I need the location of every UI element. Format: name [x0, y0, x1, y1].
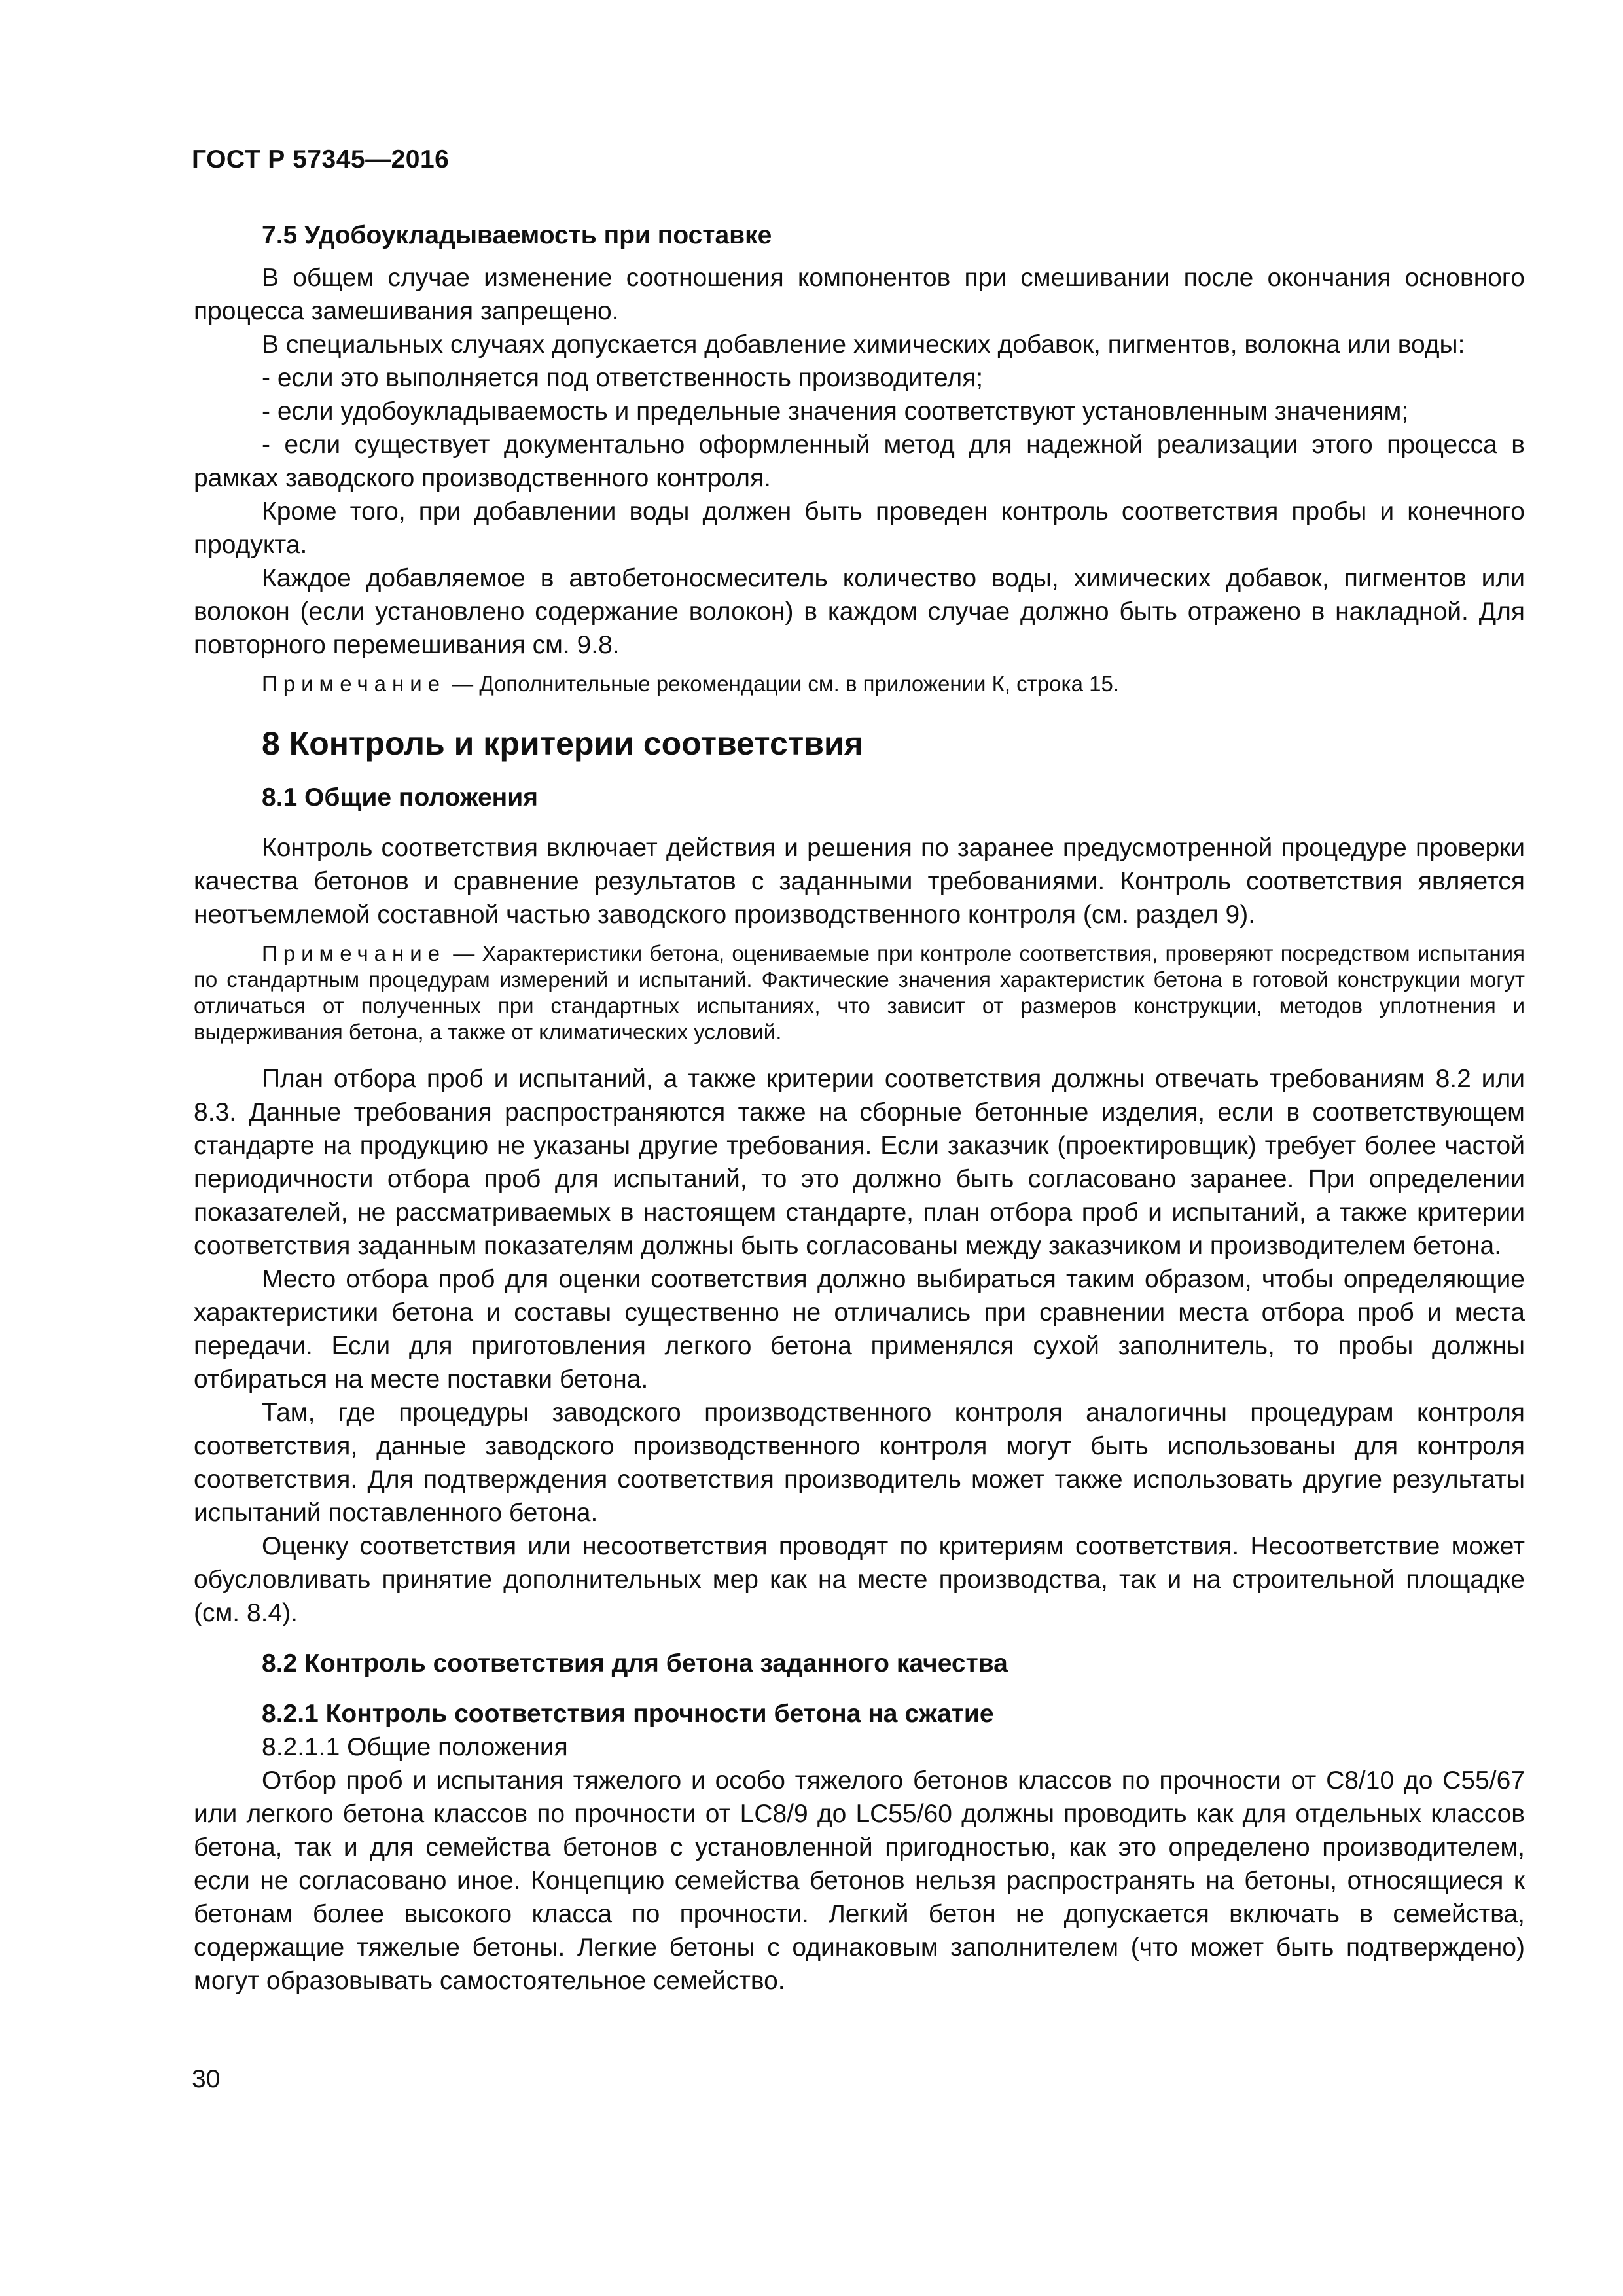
section-8-title: 8 Контроль и критерии соответствия [262, 725, 863, 762]
list-item: - если существует документально оформленный метод для надежной реализации этого процесса в рамках заводского производственного контроля. [194, 431, 1525, 492]
section-8-2-title: 8.2 Контроль соответствия для бетона заданного качества [262, 1649, 1008, 1677]
paragraph: В специальных случаях допускается добавление химических добавок, пигментов, волокна или воды: [262, 331, 1465, 359]
paragraph: Место отбора проб для оценки соответствия должно выбираться таким образом, чтобы определяющие характеристики бетона и составы существенно не отличались при сравнении места отбора проб и места передачи. Если для приготовления легкого бетона применялся сухой заполнитель, то пробы должны отбираться на месте поставки бетона. [194, 1265, 1525, 1393]
paragraph: План отбора проб и испытаний, а также критерии соответствия должны отвечать требованиям 8.2 или 8.3. Данные требования распространяются также на сборные бетонные изделия, если в соответствующем стандарте на продукцию не указаны другие требования. Если заказчик (проектировщик) требует более частой периодичности отбора проб для испытаний, то это должно быть согласовано заранее. При определении показателей, не рассматриваемых в настоящем стандарте, план отбора проб и испытаний, а также критерии соответствия заданным показателям должны быть согласованы между заказчиком и производителем бетона. [194, 1065, 1525, 1260]
standard-code: ГОСТ Р 57345—2016 [192, 145, 450, 173]
section-8-2-1-title: 8.2.1 Контроль соответствия прочности бетона на сжатие [262, 1700, 994, 1728]
note [194, 941, 1525, 1045]
note-label: Примечание [262, 672, 446, 696]
note-text: — Дополнительные рекомендации см. в приложении К, строка 15. [446, 672, 1120, 696]
note-label: Примечание [262, 941, 446, 965]
page-content [194, 219, 1525, 1998]
paragraph: Каждое добавляемое в автобетоносмеситель количество воды, химических добавок, пигментов или волокон (если установлено содержание волокон) в каждом случае должно быть отражено в накладной. Для повторного перемешивания см. 9.8. [194, 564, 1525, 659]
section-8-1-title: 8.1 Общие положения [262, 783, 538, 812]
page-number: 30 [192, 2065, 221, 2093]
paragraph: Отбор проб и испытания тяжелого и особо тяжелого бетонов классов по прочности от С8/10 до С55/67 или легкого бетона классов по прочности от LC8/9 до LC55/60 должны проводить как для отдельных классов бетона, так и для семейства бетонов с установленной пригодностью, как это определено производителем, если не согласовано иное. Концепцию семейства бетонов нельзя распространять на бетоны, относящиеся к бетонам более высокого класса по прочности. Легкий бетон не допускается включать в семейства, содержащие тяжелые бетоны. Легкие бетоны с одинаковым заполнителем (что может быть подтверждено) могут образовывать самостоятельное семейство. [194, 1767, 1525, 1995]
list-item: - если удобоукладываемость и предельные значения соответствуют установленным значениям; [262, 397, 1409, 425]
paragraph: Контроль соответствия включает действия и решения по заранее предусмотренной процедуре проверки качества бетонов и сравнение результатов с заданными требованиями. Контроль соответствия является неотъемлемой составной частью заводского производственного контроля (см. раздел 9). [194, 834, 1525, 929]
subsection-8-2-1-1-title: 8.2.1.1 Общие положения [262, 1733, 568, 1761]
paragraph: Кроме того, при добавлении воды должен быть проведен контроль соответствия пробы и конечного продукта. [194, 497, 1525, 559]
section-7-5-title: 7.5 Удобоукладываемость при поставке [262, 221, 772, 249]
list-item: - если это выполняется под ответственность производителя; [262, 364, 984, 392]
note [194, 671, 1525, 697]
note-text: — Характеристики бетона, оцениваемые при контроле соответствия, проверяют посредством испытания по стандартным процедурам измерений и испытаний. Фактические значения характеристик бетона в готовой конструкции могут отличаться от полученных при стандартных испытаниях, что зависит от размеров конструкции, методов уплотнения и выдерживания бетона, а также от климатических условий. [194, 941, 1525, 1044]
paragraph: В общем случае изменение соотношения компонентов при смешивании после окончания основного процесса замешивания запрещено. [194, 264, 1525, 325]
paragraph: Оценку соответствия или несоответствия проводят по критериям соответствия. Несоответствие может обусловливать принятие дополнительных мер как на месте производства, так и на строительной площадке (см. 8.4). [194, 1532, 1525, 1627]
paragraph: Там, где процедуры заводского производственного контроля аналогичны процедурам контроля соответствия, данные заводского производственного контроля могут быть использованы для контроля соответствия. Для подтверждения соответствия производитель может также использовать другие результаты испытаний поставленного бетона. [194, 1399, 1525, 1527]
